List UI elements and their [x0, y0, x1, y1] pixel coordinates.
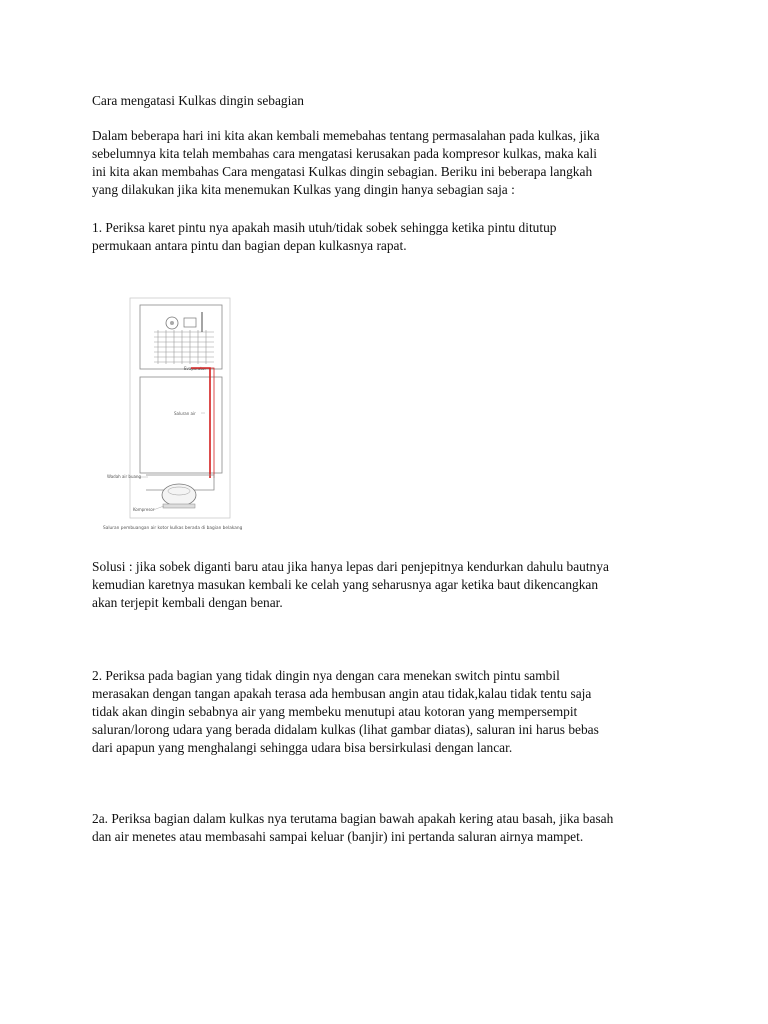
tray-label: Wadah air buang [107, 474, 142, 479]
text-line: saluran/lorong udara yang berada didalam kulkas (lihat gambar diatas), saluran ini harus bebas [92, 722, 599, 737]
step-2a-paragraph [92, 810, 692, 846]
text-line: 2a. Periksa bagian dalam kulkas nya terutama bagian bawah apakah kering atau basah, jika basah [92, 811, 614, 826]
text-line: akan terjepit kembali dengan benar. [92, 595, 283, 610]
refrigerator-drawing [96, 292, 266, 540]
fan-hub [170, 321, 174, 325]
step-2-paragraph [92, 667, 692, 757]
text-line: permukaan antara pintu dan bagian depan kulkasnya rapat. [92, 238, 407, 253]
evaporator-label: Evaporator [184, 366, 207, 371]
water-channel-label: Saluran air [174, 411, 196, 416]
text-line: merasakan dengan tangan apakah terasa ada hembusan angin atau tidak,kalau tidak tentu saja [92, 686, 592, 701]
text-line: sebelumnya kita telah membahas cara mengatasi kerusakan pada kompresor kulkas, maka kali [92, 146, 597, 161]
compressor-base [163, 504, 195, 508]
text-line: Dalam beberapa hari ini kita akan kembali memebahas tentang permasalahan pada kulkas, jika [92, 128, 600, 143]
figure-caption: Saluran pembuangan air kotor kulkas berada di bagian belakang [103, 526, 243, 531]
text-line: 2. Periksa pada bagian yang tidak dingin nya dengan cara menekan switch pintu sambil [92, 668, 560, 683]
text-line: ini kita akan membahas Cara mengatasi Kulkas dingin sebagian. Beriku ini beberapa langkah [92, 164, 593, 179]
solusi-paragraph [92, 558, 692, 612]
compressor-label: Kompresor [133, 507, 155, 512]
text-line: dari apapun yang menghalangi sehingga udara bisa bersirkulasi dengan lancar. [92, 740, 513, 755]
text-line: Solusi : jika sobek diganti baru atau jika hanya lepas dari penjepitnya kendurkan dahulu bautnya [92, 559, 609, 574]
text-line: yang dilakukan jika kita menemukan Kulkas yang dingin hanya sebagian saja : [92, 182, 515, 197]
text-line: kemudian karetnya masukan kembali ke celah yang seharusnya agar ketika baut dikencangkan [92, 577, 599, 592]
document-title: Cara mengatasi Kulkas dingin sebagian [92, 93, 304, 108]
text-line: dan air menetes atau membasahi sampai keluar (banjir) ini pertanda saluran airnya mampet. [92, 829, 584, 844]
text-line: 1. Periksa karet pintu nya apakah masih utuh/tidak sobek sehingga ketika pintu ditutup [92, 220, 557, 235]
step-1-paragraph [92, 219, 692, 255]
intro-paragraph [92, 127, 692, 199]
text-line: tidak akan dingin sebabnya air yang membeku menutupi atau kotoran yang mempersempit [92, 704, 578, 719]
refrigerator-diagram [96, 292, 266, 540]
